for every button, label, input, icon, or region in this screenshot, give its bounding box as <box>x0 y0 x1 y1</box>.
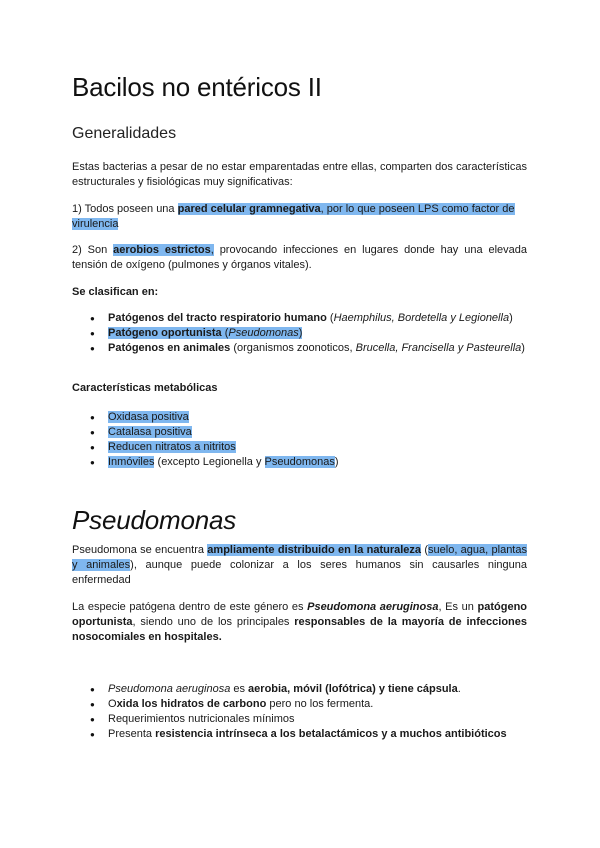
intro-paragraph: Estas bacterias a pesar de no estar emparentadas entre ellas, comparten dos características estructurales y fisiológicas muy significativas: <box>72 161 527 188</box>
item-bold: resistencia intrínseca a los betalactámicos y a muchos antibióticos <box>155 728 507 740</box>
item-end: ) <box>509 312 513 324</box>
item-italic: Haemphilus, Bordetella y Legionella <box>333 312 510 324</box>
item-plain: Requerimientos nutricionales mínimos <box>108 713 295 725</box>
ps-p2-bold1: patógeno oportunista <box>72 601 528 628</box>
item-end: ) <box>334 456 339 468</box>
page-title: Bacilos no entéricos II <box>72 72 322 102</box>
list-item <box>72 697 527 712</box>
item-end: ) <box>521 342 525 354</box>
ps-p2-bolditalic: Pseudomona aeruginosa <box>307 601 439 613</box>
item-italic: Brucella, Francisella y Pasteurella <box>355 342 522 354</box>
ps-p1-rest: ), aunque puede colonizar a los seres humanos sin causarles ninguna enfermedad <box>72 559 528 586</box>
p1-bold-highlight: pared celular gramnegativa <box>177 203 321 215</box>
pseudomonas-list <box>72 682 527 742</box>
list-item <box>72 311 527 326</box>
paragraph-gramnegativa <box>72 202 527 232</box>
classify-heading: Se clasifican en: <box>72 286 159 298</box>
item-bold: Patógenos en animales <box>108 342 231 354</box>
ps-p1-mid: ( <box>421 544 429 556</box>
ps-p1-highlight: suelo, agua, plantas y animales <box>72 544 527 571</box>
list-item <box>72 455 527 470</box>
item-bold: xida los hidratos de carbono <box>116 698 267 710</box>
item-plain: O <box>108 698 117 710</box>
metab-heading: Características metabólicas <box>72 382 218 394</box>
p2-comma: , <box>210 244 214 256</box>
item-highlight: Catalasa positiva <box>108 426 192 438</box>
list-item <box>72 341 527 356</box>
ps-p2-bold2: responsables de la mayoría de infecciones nosocomiales en hospitales. <box>72 616 527 643</box>
item-plain: ( <box>326 312 334 324</box>
item-bold: aerobia, móvil (lofótrica) y tiene cápsula <box>248 683 458 695</box>
item-plain: es <box>230 683 249 695</box>
list-item <box>72 326 527 341</box>
item-italic-highlight: Pseudomonas <box>228 327 299 339</box>
ps-p2-mid1: , Es un <box>438 601 478 613</box>
item-bold-highlight: Patógeno oportunista <box>108 327 222 339</box>
ps-p2-mid2: , siendo uno de los principales <box>132 616 295 628</box>
item-end-highlight: ) <box>298 327 303 339</box>
item-italic: Pseudomona aeruginosa <box>108 683 231 695</box>
ps-p2-prefix: La especie patógena dentro de este género es <box>72 601 308 613</box>
list-item <box>72 727 527 742</box>
list-item <box>72 712 527 727</box>
list-item <box>72 682 527 697</box>
item-highlight: Inmóviles <box>108 456 155 468</box>
ps-p1-bold-highlight: ampliamente distribuido en la naturaleza <box>207 544 422 556</box>
paragraph-aerobios <box>72 243 527 273</box>
paragraph-distribucion <box>72 543 527 588</box>
item-plain: Presenta <box>108 728 156 740</box>
p1-prefix: 1) Todos poseen una <box>72 203 178 215</box>
item-plain-highlight: ( <box>221 327 229 339</box>
section-heading-pseudomonas: Pseudomonas <box>72 505 237 535</box>
p1-rest-highlight: , por lo que poseen LPS como factor de virulencia <box>72 203 515 230</box>
metab-list <box>72 410 527 470</box>
section-heading-generalidades: Generalidades <box>72 125 177 142</box>
item-end: pero no los fermenta. <box>266 698 374 710</box>
item-rest: (excepto Legionella y <box>154 456 265 468</box>
item-highlight-2: Pseudomonas <box>264 456 335 468</box>
classify-list <box>72 311 527 356</box>
list-item <box>72 425 527 440</box>
ps-p1-prefix: Pseudomona se encuentra <box>72 544 208 556</box>
item-highlight: Reducen nitratos a nitritos <box>108 441 236 453</box>
p2-rest: provocando infecciones en lugares donde hay una elevada tensión de oxígeno (pulmones y órganos vitales). <box>72 244 527 271</box>
p2-prefix: 2) Son <box>72 244 114 256</box>
item-plain: (organismos zoonoticos, <box>230 342 356 354</box>
p2-bold-highlight: aerobios estrictos <box>113 244 211 256</box>
list-item <box>72 410 527 425</box>
item-bold: Patógenos del tracto respiratorio humano <box>108 312 327 324</box>
paragraph-especie <box>72 600 527 645</box>
item-highlight: Oxidasa positiva <box>108 411 189 423</box>
list-item <box>72 440 527 455</box>
item-end: . <box>457 683 461 695</box>
